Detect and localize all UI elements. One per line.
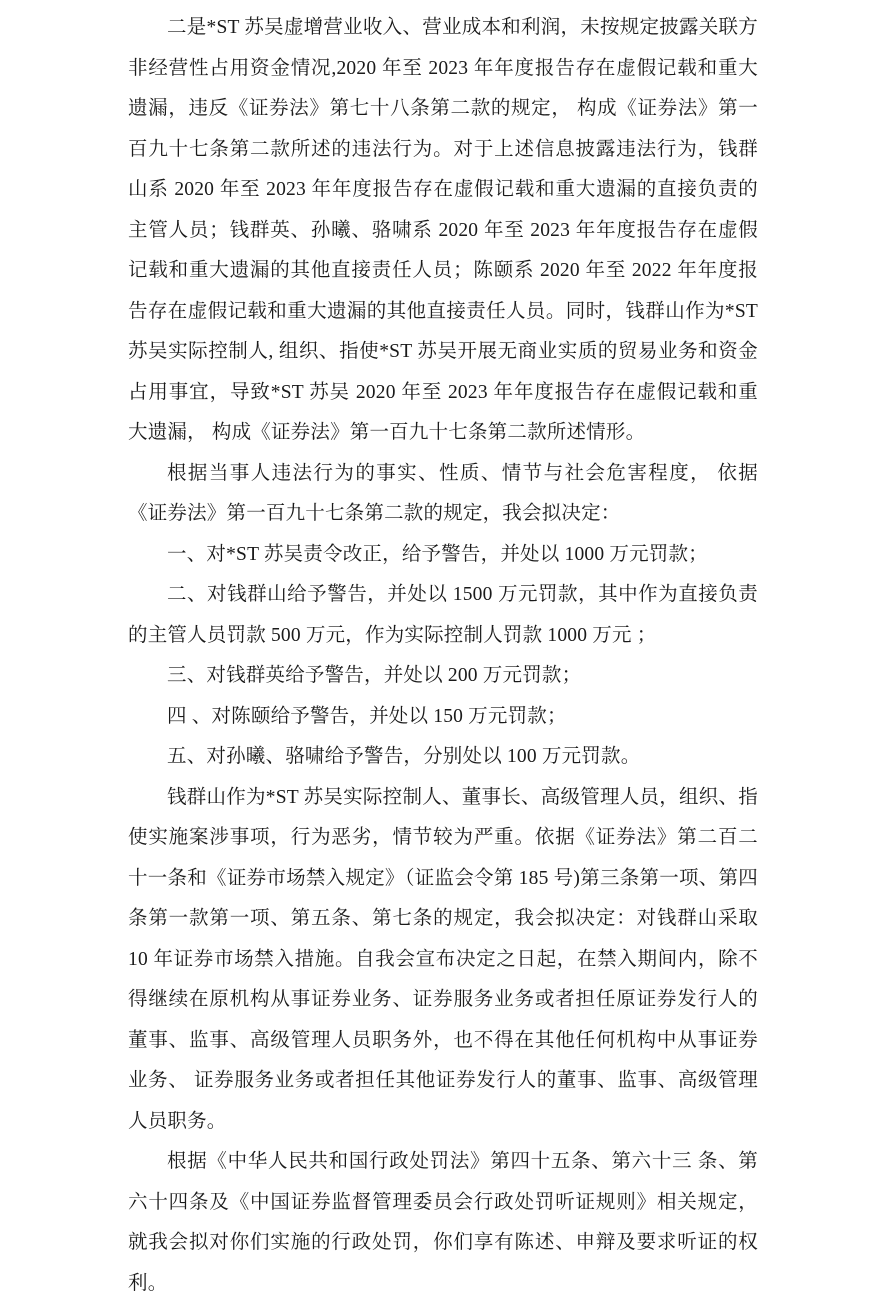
paragraph-1: 二是*ST 苏吴虚增营业收入、营业成本和利润，未按规定披露关联方非经营性占用资金情况,2020 年至 2023 年年度报告存在虚假记载和重大遗漏，违反《证券法》第七十八条第二款的规定， 构成《证券法》第一百九十七条第二款所述的违法行为。对于上述信息披露违法行为，钱群山系 2020 年至 2023 年年度报告存在虚假记载和重大遗漏的直接负责的主管人员；钱群英、孙曦、骆啸系 2020 年至 2023 年年度报告存在虚假记载和重大遗漏的其他直接责任人员；陈颐系 2020 年至 2022 年年度报告存在虚假记载和重大遗漏的其他直接责任人员。同时，钱群山作为*ST 苏吴实际控制人, 组织、指使*ST 苏吴开展无商业实质的贸易业务和资金占用事宜，导致*ST 苏吴 2020 年至 2023 年年度报告存在虚假记载和重大遗漏， 构成《证券法》第一百九十七条第二款所述情形。 [128, 17, 758, 443]
paragraph-6: 四 、对陈颐给予警告，并处以 150 万元罚款； [167, 705, 567, 727]
paragraph-8: 钱群山作为*ST 苏吴实际控制人、董事长、高级管理人员，组织、指使实施案涉事项，行为恶劣，情节较为严重。依据《证券法》第二百二十一条和《证券市场禁入规定》（证监会令第 185 号)第三条第一项、第四条第一款第一项、第五条、第七条的规定，我会拟决定：对钱群山采取 10 年证券市场禁入措施。自我会宣布决定之日起，在禁入期间内，除不得继续在原机构从事证券业务、证券服务业务或者担任原证券发行人的董事、监事、高级管理人员职务外，也不得在其他任何机构中从事证券业务、 证券服务业务或者担任其他证券发行人的董事、监事、高级管理人员职务。 [128, 786, 758, 1132]
paragraph-3: 一、对*ST 苏吴责令改正，给予警告，并处以 1000 万元罚款； [167, 543, 708, 565]
paragraph-4: 二、对钱群山给予警告，并处以 1500 万元罚款，其中作为直接负责的主管人员罚款 500 万元，作为实际控制人罚款 1000 万元 ； [128, 584, 758, 646]
paragraph-9: 根据《中华人民共和国行政处罚法》第四十五条、第六十三 条、第六十四条及《中国证券监督管理委员会行政处罚听证规则》相关规定，就我会拟对你们实施的行政处罚，你们享有陈述、申辩及要求听证的权利。 [128, 1151, 758, 1294]
paragraph-7: 五、对孙曦、骆啸给予警告，分别处以 100 万元罚款。 [167, 746, 641, 767]
document-body [128, 8, 758, 1304]
paragraph-5: 三、对钱群英给予警告，并处以 200 万元罚款； [167, 665, 582, 686]
paragraph-2: 根据当事人违法行为的事实、性质、情节与社会危害程度， 依据《证券法》第一百九十七条第二款的规定，我会拟决定： [128, 462, 758, 524]
